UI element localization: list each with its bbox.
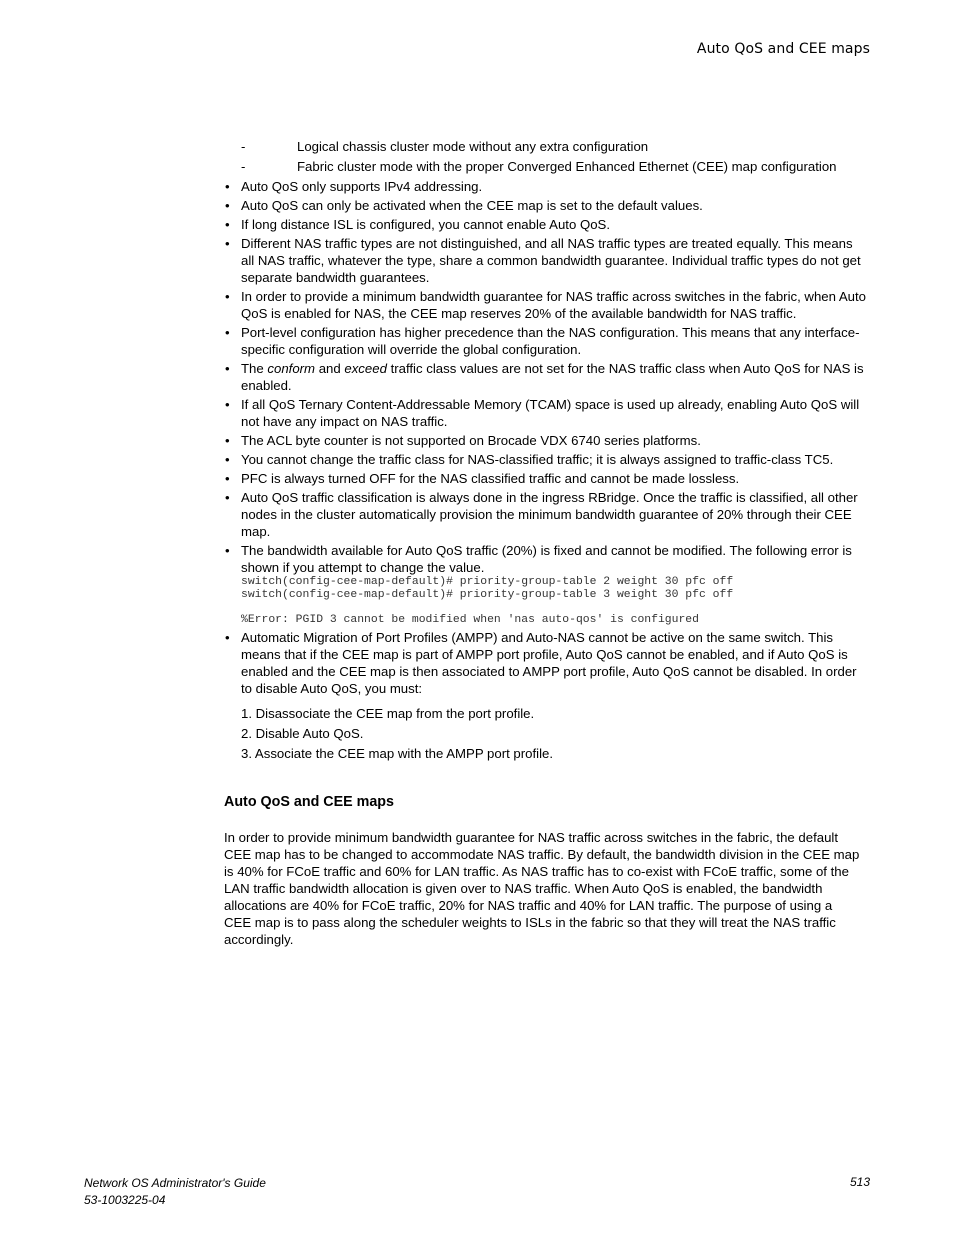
step-item: 1. Disassociate the CEE map from the port profile. — [241, 706, 535, 721]
bullet-text: Different NAS traffic types are not distinguished, and all NAS traffic types are treated equally. This means all NAS traffic, whatever the type, share a common bandwidth guarantee. Individual traffic types do not get separate bandwidth guarantees. — [241, 236, 861, 285]
bullet-marker: • — [225, 543, 230, 558]
bullet-marker: • — [225, 361, 230, 376]
code-error-line: %Error: PGID 3 cannot be modified when 'nas auto-qos' is configured — [241, 614, 699, 626]
sub-item-text: Fabric cluster mode with the proper Converged Enhanced Ethernet (CEE) map configuration — [297, 159, 837, 174]
bullet-text: Auto QoS can only be activated when the CEE map is set to the default values. — [241, 198, 703, 213]
bullet-item — [224, 178, 867, 195]
bullet-text: Auto QoS only supports IPv4 addressing. — [241, 179, 483, 194]
bullet-marker: • — [225, 490, 230, 505]
bullet-text: If long distance ISL is configured, you cannot enable Auto QoS. — [241, 217, 611, 232]
bullet-item — [224, 489, 867, 540]
bullet-marker: • — [225, 630, 230, 645]
bullet-text: The ACL byte counter is not supported on Brocade VDX 6740 series platforms. — [241, 433, 701, 448]
bullet-text: In order to provide a minimum bandwidth guarantee for NAS traffic across switches in the fabric, when Auto QoS is enabled for NAS, the CEE map reserves 20% of the available bandwidth for NAS traffic. — [241, 289, 867, 321]
bullet-marker: • — [225, 289, 230, 304]
bullet-text: You cannot change the traffic class for NAS-classified traffic; it is always assigned to traffic-class TC5. — [241, 452, 834, 467]
bullet-text: Port-level configuration has higher precedence than the NAS configuration. This means that any interface-specific configuration will override the global configuration. — [241, 325, 860, 357]
footer-guide-title: Network OS Administrator's Guide — [84, 1176, 266, 1190]
emphasis-exceed: exceed — [344, 361, 387, 376]
page-number: 513 — [849, 1175, 870, 1189]
bullet-marker: • — [225, 217, 230, 232]
sub-list-item — [224, 158, 867, 175]
bullet-marker: • — [225, 325, 230, 340]
bullet-item — [224, 288, 867, 322]
code-line: switch(config-cee-map-default)# priority-group-table 3 weight 30 pfc off — [241, 589, 734, 601]
code-block — [241, 576, 867, 627]
bullet-marker: • — [225, 452, 230, 467]
dash-marker: - — [241, 139, 246, 154]
bullet-item — [224, 396, 867, 430]
bullet-item — [224, 197, 867, 214]
bullet-text-prefix: The — [241, 361, 268, 376]
page-body — [224, 138, 867, 948]
bullet-text-mid: and — [315, 361, 345, 376]
section-paragraph: In order to provide minimum bandwidth guarantee for NAS traffic across switches in the fabric, the default CEE map has to be changed to accommodate NAS traffic. By default, the bandwidth division in the CEE map is 40% for FCoE traffic and 60% for LAN traffic. As NAS traffic has to co-exist with FCoE traffic, some of the LAN traffic bandwidth allocation is given over to NAS traffic. When Auto QoS is enabled, the bandwidth allocations are 40% for FCoE traffic, 20% for NAS traffic and 40% for LAN traffic. The purpose of using a CEE map is to pass along the scheduler weights to ISLs in the fabric so that they will treat the NAS traffic accordingly. — [224, 830, 860, 947]
bullet-marker: • — [225, 397, 230, 412]
bullet-marker: • — [225, 236, 230, 251]
running-header: Auto QoS and CEE maps — [696, 41, 870, 57]
bullet-text: If all QoS Ternary Content-Addressable Memory (TCAM) space is used up already, enabling Auto QoS will not have any impact on NAS traffic. — [241, 397, 860, 429]
bullet-item — [224, 542, 867, 627]
bullet-item — [224, 470, 867, 487]
bullet-marker: • — [225, 198, 230, 213]
bullet-text: The bandwidth available for Auto QoS traffic (20%) is fixed and cannot be modified. The following error is shown if you attempt to change the value. — [241, 543, 852, 575]
bullet-marker: • — [225, 179, 230, 194]
bullet-item — [224, 324, 867, 358]
numbered-steps — [224, 705, 867, 762]
sub-item-text: Logical chassis cluster mode without any extra configuration — [297, 139, 649, 154]
bullet-item — [224, 432, 867, 449]
bullet-item — [224, 629, 867, 697]
bullet-item — [224, 360, 867, 394]
bullet-text — [241, 361, 864, 393]
bullet-item — [224, 216, 867, 233]
sub-list-item — [224, 138, 867, 155]
section-heading: Auto QoS and CEE maps — [224, 794, 394, 810]
step-item: 2. Disable Auto QoS. — [241, 726, 364, 741]
bullet-text: Automatic Migration of Port Profiles (AMPP) and Auto-NAS cannot be active on the same switch. This means that if the CEE map is part of AMPP port profile, Auto QoS cannot be enabled, and if Auto QoS is enabled and the CEE map is then associated to AMPP port profile, Auto QoS cannot be disabled. In order to disable Auto QoS, you must: — [241, 630, 857, 696]
bullet-text-suffix: traffic class values are not set for the NAS traffic class when Auto QoS for NAS is enabled. — [241, 361, 864, 393]
emphasis-conform: conform — [267, 361, 316, 376]
bullet-marker: • — [225, 471, 230, 486]
code-line: switch(config-cee-map-default)# priority-group-table 2 weight 30 pfc off — [241, 576, 734, 588]
footer-left — [84, 1175, 266, 1209]
footer-doc-number: 53-1003225-04 — [84, 1193, 166, 1207]
bullet-item — [224, 451, 867, 468]
step-item: 3. Associate the CEE map with the AMPP port profile. — [241, 746, 554, 761]
bullet-text: Auto QoS traffic classification is always done in the ingress RBridge. Once the traffic is classified, all other nodes in the cluster automatically provision the minimum bandwidth guarantee of 20% through their CEE map. — [241, 490, 858, 539]
bullet-item — [224, 235, 867, 286]
bullet-text: PFC is always turned OFF for the NAS classified traffic and cannot be made lossless. — [241, 471, 740, 486]
bullet-marker: • — [225, 433, 230, 448]
dash-marker: - — [241, 159, 246, 174]
